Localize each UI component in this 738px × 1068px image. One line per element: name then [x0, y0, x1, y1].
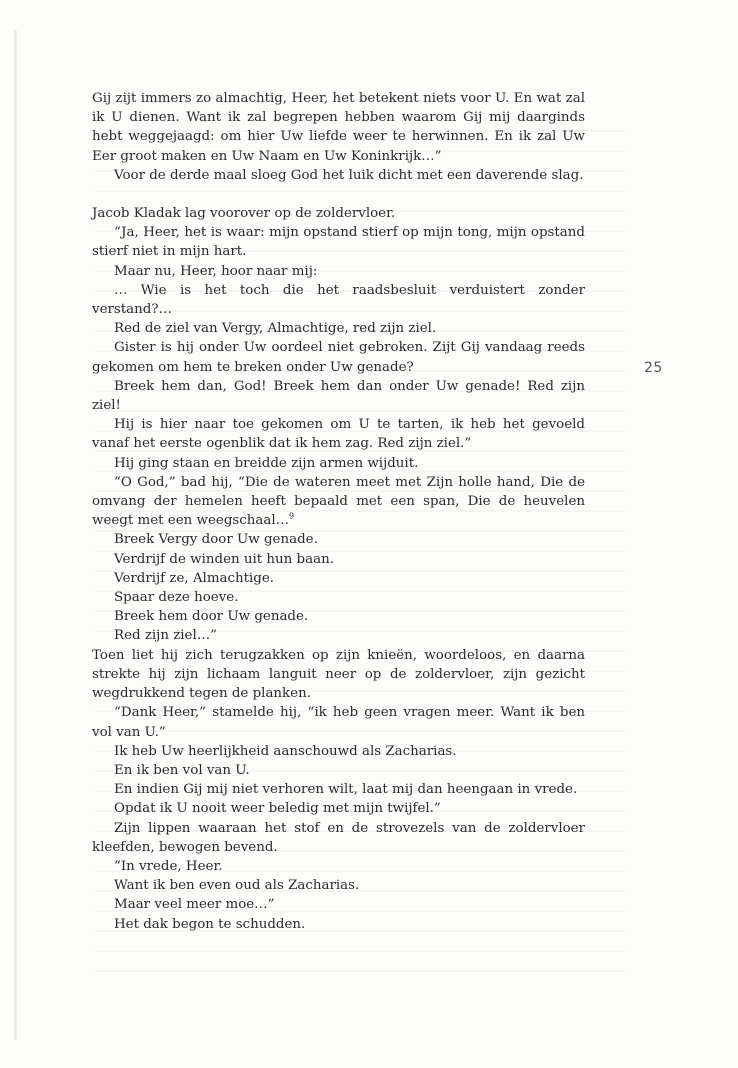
- footnote-marker: 9: [289, 511, 295, 521]
- paragraph: En indien Gij mij niet verhoren wilt, laat mij dan heengaan in vrede.: [114, 782, 578, 798]
- paragraph: Breek Vergy door Uw genade.: [114, 532, 318, 548]
- paragraph: Red zijn ziel…”: [114, 628, 217, 644]
- paragraph: Maar nu, Heer, hoor naar mij:: [114, 263, 318, 279]
- paragraph: “Dank Heer,” stamelde hij, “ik heb geen vragen meer. Want ik ben vol van U.”: [92, 705, 585, 740]
- paragraph: Gister is hij onder Uw oordeel niet gebroken. Zijt Gij vandaag reeds gekomen om hem te breken onder Uw genade?: [92, 340, 585, 375]
- paragraph: Jacob Kladak lag voorover op de zoldervloer.: [92, 206, 396, 222]
- paragraph: Breek hem door Uw genade.: [114, 609, 309, 625]
- paragraph: “In vrede, Heer.: [114, 858, 223, 874]
- paragraph: Hij is hier naar toe gekomen om U te tarten, ik heb het gevoeld vanaf het eerste ogenblik dat ik hem zag. Red zijn ziel.”: [92, 417, 585, 452]
- paragraph: Ik heb Uw heerlijkheid aanschouwd als Zacharias.: [114, 743, 457, 759]
- binding-edge: [14, 30, 17, 1040]
- paragraph: Hij ging staan en breidde zijn armen wijduit.: [114, 455, 419, 471]
- paragraph: … Wie is het toch die het raadsbesluit verduistert zonder verstand?…: [92, 282, 585, 318]
- paragraph: Voor de derde maal sloeg God het luik dicht met een daverende slag.: [114, 167, 584, 183]
- paragraph: Gij zijt immers zo almachtig, Heer, het betekent niets voor U. En wat zal ik U dienen. Want ik zal begrepen hebben waarom Gij mij daarginds hebt weggejaagd: om hier Uw liefde weer te herwinnen. En ik zal Uw Eer groot maken en Uw Naam en Uw Koninkrijk…”: [92, 91, 585, 164]
- paragraph: Breek hem dan, God! Breek hem dan onder Uw genade! Red zijn ziel!: [92, 378, 585, 414]
- paragraph: Want ik ben even oud als Zacharias.: [114, 878, 360, 894]
- paragraph: Verdrijf ze, Almachtige.: [114, 570, 275, 586]
- paragraph: Opdat ik U nooit weer beledig met mijn twijfel.”: [114, 801, 441, 817]
- paragraph: Toen liet hij zich terugzakken op zijn knieën, woordeloos, en daarna strekte hij zijn lichaam languit neer op de zoldervloer, zijn gezicht wegdrukkend tegen de planken.: [92, 647, 585, 702]
- paragraph: Het dak begon te schudden.: [114, 916, 306, 932]
- paragraph: [92, 473, 585, 531]
- paragraph: En ik ben vol van U.: [114, 762, 250, 778]
- paragraph: Verdrijf de winden uit hun baan.: [114, 551, 334, 567]
- paragraph: Spaar deze hoeve.: [114, 590, 239, 606]
- paragraph: Red de ziel van Vergy, Almachtige, red zijn ziel.: [114, 321, 437, 337]
- body-text: [92, 89, 585, 934]
- paragraph: Maar veel meer moe…”: [114, 897, 275, 913]
- page-number: 25: [644, 360, 663, 376]
- paragraph: “Ja, Heer, het is waar: mijn opstand stierf op mijn tong, mijn opstand stierf niet in mijn hart.: [92, 225, 585, 260]
- paragraph-text: “O God,” bad hij, “Die de wateren meet met Zijn holle hand, Die de omvang der hemelen heeft bepaald met een span, Die de heuvelen weegt met een weegschaal…: [92, 474, 585, 529]
- paragraph: Zijn lippen waaraan het stof en de strovezels van de zoldervloer kleefden, bewogen bevend.: [92, 820, 585, 855]
